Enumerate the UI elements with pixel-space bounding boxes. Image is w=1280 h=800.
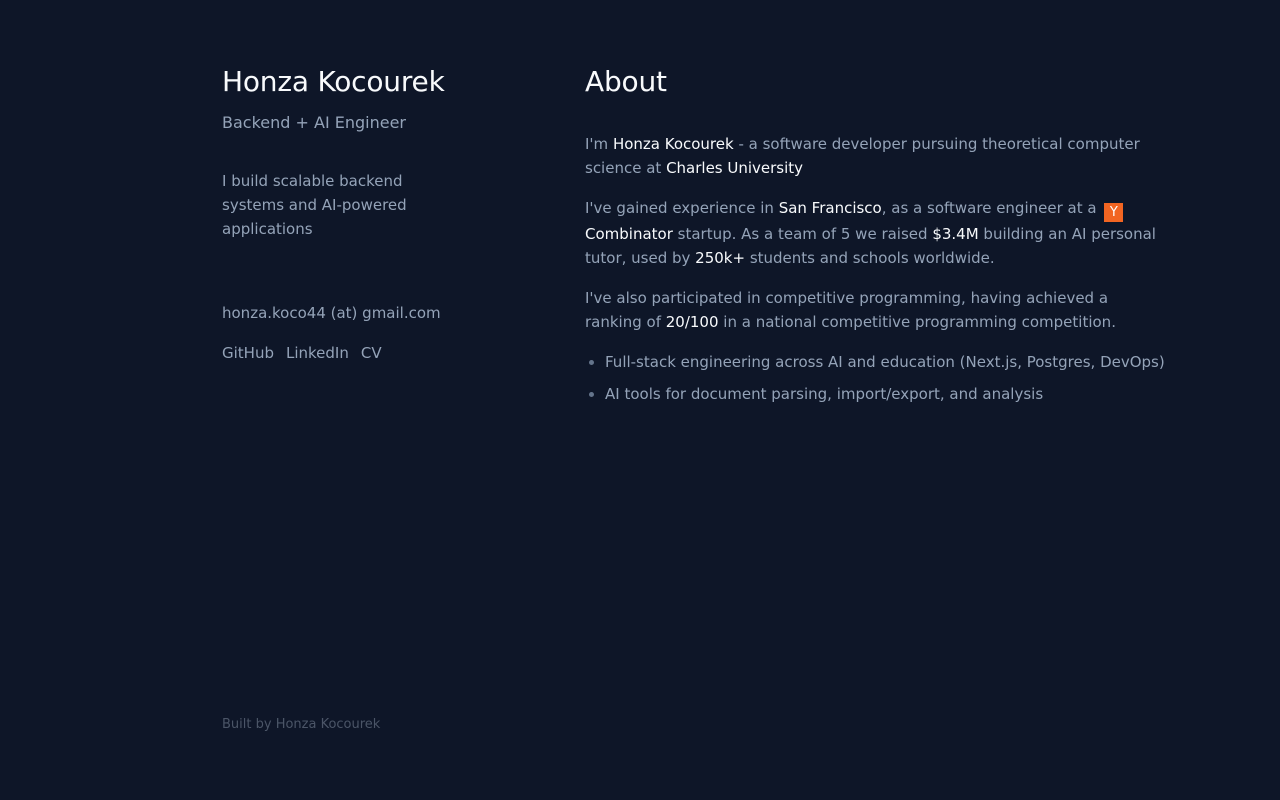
experience-text-4: building an AI personal tutor, used by [585,225,1156,267]
profile-name: Honza Kocourek [222,65,445,98]
linkedin-link[interactable]: LinkedIn [285,344,349,362]
competitive-text-1: I've also participated in competitive programming, having achieved a ranking of [585,289,1109,331]
about-intro-paragraph [585,132,1165,180]
about-experience-paragraph [585,196,1165,270]
highlight-user-count: 250k+ [695,249,746,267]
list-item: • AI tools for document parsing, import/export, and analysis [605,382,1165,406]
highlight-university: Charles University [666,159,804,177]
experience-text-1: I've gained experience in [585,199,779,217]
about-section [585,62,1165,414]
experience-text-5: students and schools worldwide. [745,249,995,267]
profile-sidebar [222,62,462,365]
about-title: About [585,65,667,98]
experience-text-3: startup. As a team of 5 we raised [672,225,933,243]
about-competitive-paragraph [585,286,1165,334]
page-footer: Built by Honza Kocourek [222,717,381,732]
github-link[interactable]: GitHub [222,344,274,362]
profile-tagline: I build scalable backend systems and AI-powered applications [222,172,407,238]
intro-text-2: - a software developer pursuing theoretical computer science at [585,135,1140,177]
cv-link[interactable]: CV [360,344,382,362]
highlight-combinator: Combinator [585,225,673,243]
experience-text-2: , as a software engineer at a [881,199,1102,217]
skills-list [585,350,1165,406]
highlight-name: Honza Kocourek [612,135,734,153]
highlight-rank: 20/100 [665,313,719,331]
competitive-text-2: in a national competitive programming competition. [718,313,1116,331]
list-item: • Full-stack engineering across AI and education (Next.js, Postgres, DevOps) [605,350,1165,374]
contact-email: honza.koco44 (at) gmail.com [222,304,441,322]
highlight-city: San Francisco [778,199,882,217]
y-combinator-logo-icon: Y [1104,203,1123,222]
intro-text-1: I'm [585,135,613,153]
social-links [222,341,462,365]
profile-role: Backend + AI Engineer [222,113,406,132]
highlight-raised-amount: $3.4M [932,225,979,243]
